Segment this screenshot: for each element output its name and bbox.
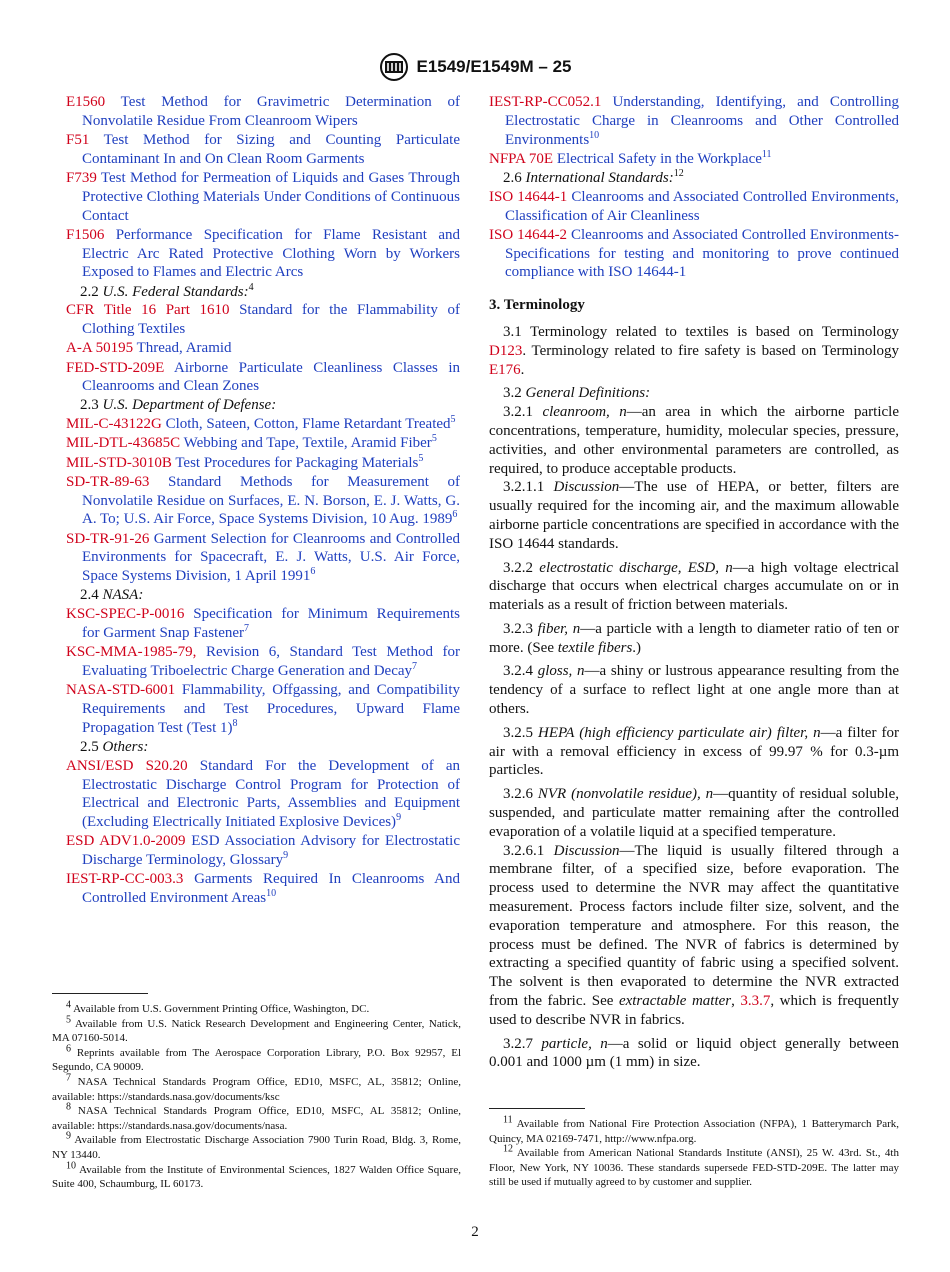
footnote-text: Available from U.S. Natick Research Development and Engineering Center, Natick, MA 07160-5014. [52, 1017, 461, 1045]
footnote-text: Reprints available from The Aerospace Corporation Library, P.O. Box 92957, El Segundo, CA 90009. [52, 1046, 462, 1074]
reference-title-link[interactable]: Specification for Minimum Requirements for Garment Snap Fastener [82, 606, 460, 641]
footnote-text: Available from National Fire Protection Association (NFPA), 1 Batterymarch Park, Quincy, MA 02169-7471, http://www.nfpa.org. [489, 1118, 899, 1145]
footnote-divider [52, 993, 148, 994]
footnote-marker[interactable]: 7 [412, 660, 418, 672]
reference-entry [66, 169, 460, 225]
footnote-number: 9 [66, 1130, 71, 1142]
reference-title-link[interactable]: Understanding, Identifying, and Controlling Electrostatic Charge in Cleanrooms and Other Controlled Environments [505, 94, 899, 148]
right-column [489, 93, 899, 1077]
footnote [52, 1013, 461, 1046]
definition-gloss: 3.2.4 gloss, n—a shiny or lustrous appearance resulting from the tendency of a surface to reflect light at one angle more than at others. [489, 663, 899, 718]
footnote-text: Available from U.S. Government Printing Office, Washington, DC. [73, 1003, 370, 1015]
footnote [489, 1114, 899, 1146]
reference-title-link[interactable]: Standard Methods for Measurement of Nonvolatile Residue on Surfaces, E. N. Borson, E. J. Watts, G. A. To; U.S. Air Force, Space Systems Division, 10 Aug. 1989 [82, 473, 461, 528]
left-column [66, 93, 460, 908]
reference-entry [66, 870, 460, 908]
reference-code-link[interactable]: NFPA 70E [489, 150, 554, 167]
definition-hepa: 3.2.5 HEPA (high efficiency particulate air) filter, n—a filter for air with a removal efficiency in excess of 99.97 % for 0.3-µm particles. [489, 724, 899, 779]
reference-code-link[interactable]: E1560 [66, 94, 106, 110]
reference-entry [66, 832, 460, 870]
link-d123[interactable]: D123 [489, 342, 523, 359]
reference-code-link[interactable]: ESD ADV1.0-2009 [66, 833, 186, 850]
footnote-text: Available from Electrostatic Discharge Association 7900 Turin Road, Bldg. 3, Rome, NY 13440. [52, 1134, 461, 1161]
paragraph-3-2: 3.2 General Definitions: [503, 385, 651, 402]
reference-entry [66, 131, 460, 169]
reference-title-link[interactable]: ESD Association Advisory for Electrostatic Discharge Terminology, Glossary [82, 833, 461, 869]
footnotes-right [489, 1114, 899, 1190]
section-2-6: 2.6 International Standards:$^{12}$ [503, 167, 684, 186]
link-e176[interactable]: E176 [489, 361, 521, 378]
footnote-divider [489, 1108, 585, 1109]
reference-entry [489, 188, 899, 226]
reference-entry [66, 415, 460, 434]
footnote-number: 11 [503, 1114, 513, 1126]
footnote-number: 12 [503, 1143, 513, 1155]
reference-title-link[interactable]: Garment Selection for Cleanrooms and Controlled Environments for Spacecraft, E. J. Watts, U.S. Air Force, Space Systems Division, 1 April 1991 [82, 530, 461, 585]
ref-list [66, 415, 460, 586]
reference-title-link[interactable]: Airborne Particulate Cleanliness Classes in Cleanrooms and Clean Zones [82, 359, 460, 395]
footnote-marker[interactable]: 10 [266, 888, 277, 900]
reference-entry [66, 643, 460, 681]
reference-code-link[interactable]: ISO 14644-2 [489, 226, 568, 243]
reference-code-link[interactable]: MIL-C-43122G [66, 416, 162, 433]
reference-entry [66, 359, 460, 397]
footnote-number: 4 [66, 999, 71, 1011]
section-2-3: 2.3 U.S. Department of Defense: [80, 397, 277, 414]
reference-title-link[interactable]: Electrical Safety in the Workplace [556, 150, 762, 167]
reference-code-link[interactable]: F51 [66, 131, 90, 148]
reference-code-link[interactable]: SD-TR-91-26 [66, 530, 150, 547]
reference-code-link[interactable]: CFR Title 16 Part 1610 [66, 302, 230, 319]
reference-entry [489, 150, 899, 169]
reference-code-link[interactable]: F1506 [66, 226, 105, 243]
reference-title-link[interactable]: Test Method for Permeation of Liquids and Gases Through Protective Clothing Materials Under Conditions of Continuous Contact [82, 169, 460, 224]
footnote [52, 1072, 461, 1104]
footnote-marker[interactable]: 9 [283, 850, 289, 862]
reference-title-link[interactable]: Standard For the Development of an Electrostatic Discharge Control Program for Protection of Electrical and Electronic Parts, Assemblies and Equipment (Excluding Electrically Initiated Explosive Devices) [82, 757, 460, 831]
footnote-marker[interactable]: 10 [589, 129, 600, 141]
reference-code-link[interactable]: ANSI/ESD S20.20 [66, 757, 188, 774]
reference-code-link[interactable]: A-A 50195 [66, 340, 134, 357]
footnote-text: Available from American National Standards Institute (ANSI), 25 W. 43rd. St., 4th Floor, New York, NY 10036. These standards supersede FED-STD-209E. The latter may still be used if mutually agreed to by customer and supplier. [489, 1147, 899, 1189]
ref-list [489, 188, 899, 282]
reference-title-link[interactable]: Webbing and Tape, Textile, Aramid Fiber [183, 435, 432, 452]
reference-title-link[interactable]: Test Procedures for Packaging Materials [175, 454, 419, 471]
definition-particle: 3.2.7 particle, n—a solid or liquid object generally between 0.001 and 1000 µm (1 mm) in size. [489, 1035, 900, 1071]
reference-title-link[interactable]: Revision 6, Standard Test Method for Evaluating Triboelectric Charge Generation and Decay [82, 644, 460, 679]
reference-entry [489, 226, 899, 282]
section-heading-terminology: 3. Terminology [489, 297, 585, 314]
section-2-4: 2.4 NASA: [80, 587, 144, 604]
reference-entry [66, 434, 460, 453]
footnote-text: NASA Technical Standards Program Office, ED10, MSFC, AL 35812; Online, available: https://standards.nasa.gov/documents/nasa. [52, 1105, 462, 1132]
footnote-marker[interactable]: 6 [310, 566, 316, 578]
reference-code-link[interactable]: MIL-STD-3010B [66, 454, 172, 471]
section-2-2: 2.2 U.S. Federal Standards:$^4$ [80, 281, 254, 300]
reference-code-link[interactable]: FED-STD-209E [66, 359, 165, 376]
reference-entry [66, 226, 460, 282]
discussion-nvr: 3.2.6.1 Discussion—The liquid is usually filtered through a membrane filter, of a specified size, before evaporation. The process used to determine the NVR may affect the quantitative measurement. Process factors include filter size, solvent, and the evaporation temperature and atmosphere. For this reason, the process must be defined. The NVR of fabrics is determined by extracting a specified quantity of fabric using a specified solvent. The solvent is then evaporated to determine the NVR extracted from the fabric. See extractable matter, 3.3.7, which is frequently used to describe NVR in fabrics. [489, 842, 900, 1028]
reference-entry [66, 681, 460, 737]
footnote-marker[interactable]: 11 [761, 148, 772, 160]
reference-code-link[interactable]: F739 [66, 169, 97, 186]
page-header [0, 52, 950, 82]
ref-list [66, 301, 460, 396]
paragraph-3-1: 3.1 Terminology related to textiles is based on Terminology D123. Terminology related to fire safety is based on Terminology E176. [489, 323, 899, 378]
footnote [489, 1143, 899, 1190]
footnote-marker[interactable]: 6 [452, 509, 458, 521]
reference-title-link[interactable]: Test Method for Gravimetric Determination of Nonvolatile Residue From Cleanroom Wipers [82, 94, 461, 129]
ref-list [66, 93, 460, 282]
footnote [52, 1043, 462, 1075]
footnote-number: 6 [66, 1043, 71, 1055]
reference-code-link[interactable]: KSC-MMA-1985-79, [66, 644, 197, 661]
reference-entry [66, 473, 460, 529]
ref-list [489, 93, 899, 169]
footnote [52, 1101, 462, 1133]
astm-logo-icon [378, 52, 410, 82]
footnote [52, 999, 461, 1017]
footnote-number: 5 [66, 1013, 71, 1025]
footnote-marker[interactable]: 5 [418, 452, 424, 464]
section-2-5: 2.5 Others: [80, 738, 149, 755]
footnote-marker[interactable]: 7 [244, 623, 250, 634]
footnote-number: 7 [66, 1072, 71, 1084]
reference-entry [66, 339, 460, 358]
reference-title-link[interactable]: Flammability, Offgassing, and Compatibility Requirements and Test Procedures, Upward Flame Propagation Test (Test 1) [82, 682, 460, 736]
reference-entry [66, 454, 460, 473]
footnotes-left [52, 999, 462, 1192]
link-3-3-7[interactable]: 3.3.7 [740, 993, 771, 1010]
reference-code-link[interactable]: KSC-SPEC-P-0016 [66, 606, 185, 623]
reference-title-link[interactable]: Garments Required In Cleanrooms And Controlled Environment Areas [82, 871, 460, 907]
footnote-marker[interactable]: 5 [450, 414, 456, 426]
reference-title-link[interactable]: Performance Specification for Flame Resistant and Electric Arc Rated Protective Clothing Worn by Workers Exposed to Flames and Electric Arcs [82, 226, 460, 281]
definition-nvr: 3.2.6 NVR (nonvolatile residue), n—quantity of residual soluble, suspended, and particulate matter remaining after the controlled evaporation of a volatile liquid at a specified temperature. [489, 786, 899, 840]
reference-entry [66, 757, 460, 832]
reference-code-link[interactable]: NASA-STD-6001 [66, 682, 176, 699]
definition-cleanroom: 3.2.1 cleanroom, n—an area in which the airborne particle concentrations, temperature, humidity, molecular species, pressure, activities, and other environmental parameters are controlled, as required, to produce acceptable products. [489, 404, 899, 477]
footnote-marker[interactable]: 8 [232, 717, 238, 729]
reference-title-link[interactable]: Standard for the Flammability of Clothing Textiles [82, 302, 460, 338]
page-number: 2 [471, 1224, 479, 1240]
reference-title-link[interactable]: Cleanrooms and Associated Controlled Environments-Specifications for testing and monitoring to prove continued compliance with ISO 14644-1 [505, 226, 899, 281]
ref-list [66, 605, 460, 737]
ref-list [66, 757, 460, 908]
footnote-text: NASA Technical Standards Program Office, ED10, MSFC, AL, 35812; Online, available: https://standards.nasa.gov/documents/ksc [52, 1075, 461, 1103]
reference-code-link[interactable]: SD-TR-89-63 [66, 473, 150, 490]
footnote [52, 1159, 461, 1192]
definition-fiber: 3.2.3 fiber, n—a particle with a length to diameter ratio of ten or more. (See textile fibers.) [489, 620, 899, 656]
footnote-marker[interactable]: 9 [396, 812, 402, 824]
reference-code-link[interactable]: MIL-DTL-43685C [66, 435, 181, 452]
reference-title-link[interactable]: Cleanrooms and Associated Controlled Environments, Classification of Air Cleanliness [505, 188, 900, 224]
reference-code-link[interactable]: IEST-RP-CC-003.3 [66, 871, 184, 888]
footnote-marker[interactable]: 5 [431, 433, 437, 445]
reference-entry [489, 93, 899, 149]
reference-title-link[interactable]: Cloth, Sateen, Cotton, Flame Retardant Treated [165, 416, 451, 433]
reference-entry [66, 605, 460, 643]
definition-esd: 3.2.2 electrostatic discharge, ESD, n—a high voltage electrical discharge that occurs when electrical charges accumulate on or in materials as a result of friction between materials. [489, 559, 900, 614]
reference-entry [66, 301, 460, 339]
footnote-number: 10 [66, 1159, 76, 1171]
footnote-text: Available from the Institute of Environmental Sciences, 1827 Walden Office Square, Suite 400, Schaumburg, IL 60173. [52, 1163, 461, 1191]
reference-title-link[interactable]: Thread, Aramid [136, 340, 232, 357]
reference-code-link[interactable]: ISO 14644-1 [489, 188, 568, 205]
reference-entry [66, 530, 460, 586]
discussion-cleanroom: 3.2.1.1 Discussion—The use of HEPA, or better, filters are usually required for the incoming air, and the maximum allowable airborne particle concentrations are specified in accordance with the ISO 14644 standards. [489, 479, 899, 552]
footnote [52, 1130, 461, 1162]
reference-code-link[interactable]: IEST-RP-CC052.1 [489, 94, 602, 110]
reference-entry [66, 93, 460, 131]
footnote-number: 8 [66, 1101, 71, 1113]
document-designation: E1549/E1549M – 25 [416, 57, 572, 76]
reference-title-link[interactable]: Test Method for Sizing and Counting Particulate Contaminant In and On Clean Room Garments [82, 131, 460, 167]
